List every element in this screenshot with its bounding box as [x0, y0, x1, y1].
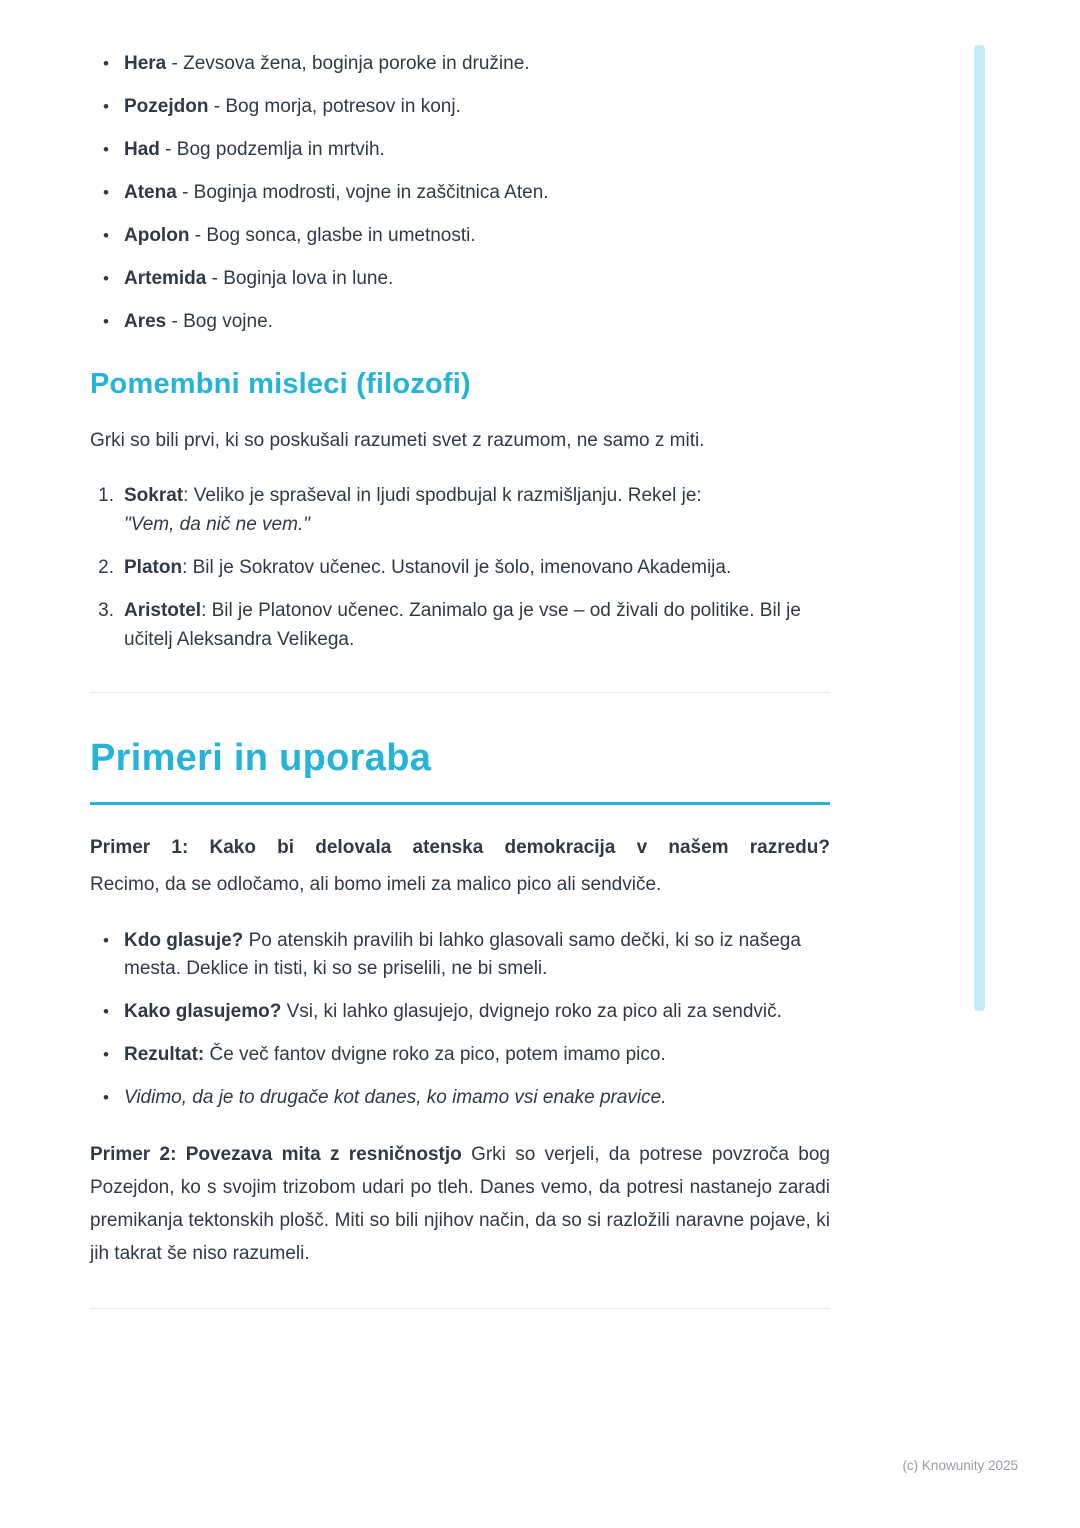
god-name: Had	[124, 139, 160, 160]
list-item-text	[124, 1041, 830, 1069]
bullet-icon: •	[103, 54, 109, 73]
bullet-lead: Kako glasujemo?	[124, 1001, 282, 1022]
example1-intro: Recimo, da se odločamo, ali bomo imeli za malico pico ali sendviče.	[90, 874, 662, 895]
god-name: Apolon	[124, 225, 190, 246]
list-item	[90, 927, 830, 983]
list-item-text	[124, 596, 830, 654]
god-desc: - Bog vojne.	[166, 311, 273, 332]
bullet-lead: Kdo glasuje?	[124, 930, 244, 951]
list-item-text	[124, 481, 830, 539]
god-desc: - Boginja modrosti, vojne in zaščitnica Aten.	[176, 182, 549, 203]
god-name: Pozejdon	[124, 96, 209, 117]
list-item	[90, 596, 830, 654]
list-item	[90, 179, 830, 207]
bullet-icon: •	[103, 312, 109, 331]
list-item-text	[124, 927, 830, 983]
list-item-text	[124, 136, 830, 164]
god-desc: - Zevsova žena, boginja poroke in družine.	[166, 53, 530, 74]
list-item	[90, 136, 830, 164]
example2-text: Grki so verjeli, da potrese povzroča bog Pozejdon, ko s svojim trizobom udari po tleh. Danes vemo, da potresi nastanejo zaradi premikanja tektonskih plošč. Miti so bili njihov način, da so si razložili naravne pojave, ki jih takrat še niso razumeli.	[90, 1144, 830, 1264]
god-name: Artemida	[124, 268, 207, 289]
list-item	[90, 93, 830, 121]
bullet-icon: •	[103, 140, 109, 159]
document-page	[90, 50, 830, 1309]
list-number: 3.	[98, 600, 114, 621]
god-desc: - Bog sonca, glasbe in umetnosti.	[189, 225, 476, 246]
god-desc: - Bog podzemlja in mrtvih.	[159, 139, 385, 160]
list-item-text	[124, 553, 830, 582]
god-name: Ares	[124, 311, 167, 332]
bullet-icon: •	[103, 1002, 109, 1021]
bullet-text: Vsi, ki lahko glasujejo, dvignejo roko za pico ali za sendvič.	[281, 1001, 782, 1022]
example1-list	[90, 927, 830, 1112]
list-item-text	[124, 998, 830, 1026]
list-item-text	[124, 308, 830, 336]
philosophers-list	[90, 481, 830, 654]
section-heading-philosophers: Pomembni misleci (filozofi)	[90, 368, 471, 400]
list-item-text	[124, 222, 830, 250]
god-name: Atena	[124, 182, 177, 203]
philosopher-quote: "Vem, da nič ne vem."	[124, 514, 310, 535]
list-item	[90, 1041, 830, 1069]
list-item	[90, 1084, 830, 1112]
bullet-icon: •	[103, 1088, 109, 1107]
god-desc: - Boginja lova in lune.	[206, 268, 394, 289]
bullet-icon: •	[103, 269, 109, 288]
list-item	[90, 265, 830, 293]
section-divider	[90, 1308, 830, 1309]
philosopher-name: Platon	[124, 557, 183, 578]
philosopher-desc: : Veliko je spraševal in ljudi spodbujal k razmišljanju. Rekel je:	[183, 485, 702, 506]
list-item	[90, 998, 830, 1026]
list-item-text	[124, 179, 830, 207]
example1-title: Primer 1: Kako bi delovala atenska demokracija v našem razredu?	[90, 837, 830, 858]
list-item	[90, 50, 830, 78]
bullet-icon: •	[103, 97, 109, 116]
god-desc: - Bog morja, potresov in konj.	[208, 96, 461, 117]
philosophers-intro: Grki so bili prvi, ki so poskušali razumeti svet z razumom, ne samo z miti.	[90, 430, 705, 451]
side-accent-bar	[974, 45, 985, 1011]
philosopher-name: Sokrat	[124, 485, 184, 506]
list-item-text	[124, 50, 830, 78]
philosopher-desc: : Bil je Platonov učenec. Zanimalo ga je vse – od živali do politike. Bil je učitelj Aleksandra Velikega.	[124, 600, 801, 650]
philosopher-desc: : Bil je Sokratov učenec. Ustanovil je šolo, imenovano Akademija.	[182, 557, 732, 578]
copyright-notice: (c) Knowunity 2025	[902, 1458, 1018, 1473]
section-divider	[90, 692, 830, 693]
list-item-text	[124, 93, 830, 121]
bullet-lead: Rezultat:	[124, 1044, 205, 1065]
bullet-text: Po atenskih pravilih bi lahko glasovali samo dečki, ki so iz našega mesta. Deklice in tisti, ki so se priselili, ne bi smeli.	[124, 930, 801, 979]
bullet-icon: •	[103, 931, 109, 950]
list-item-text: Vidimo, da je to drugače kot danes, ko imamo vsi enake pravice.	[124, 1087, 667, 1108]
gods-list	[90, 50, 830, 336]
philosopher-name: Aristotel	[124, 600, 202, 621]
list-number: 1.	[98, 485, 114, 506]
god-name: Hera	[124, 53, 167, 74]
example2-title: Primer 2: Povezava mita z resničnostjo	[90, 1144, 462, 1165]
bullet-icon: •	[103, 1045, 109, 1064]
bullet-icon: •	[103, 226, 109, 245]
bullet-text: Če več fantov dvigne roko za pico, potem imamo pico.	[204, 1044, 666, 1065]
list-item-text	[124, 265, 830, 293]
example2-paragraph	[90, 1138, 830, 1270]
section-heading-examples: Primeri in uporaba	[90, 737, 830, 805]
list-item	[90, 553, 830, 582]
list-item	[90, 481, 830, 539]
list-number: 2.	[98, 557, 114, 578]
list-item	[90, 308, 830, 336]
bullet-icon: •	[103, 183, 109, 202]
list-item	[90, 222, 830, 250]
